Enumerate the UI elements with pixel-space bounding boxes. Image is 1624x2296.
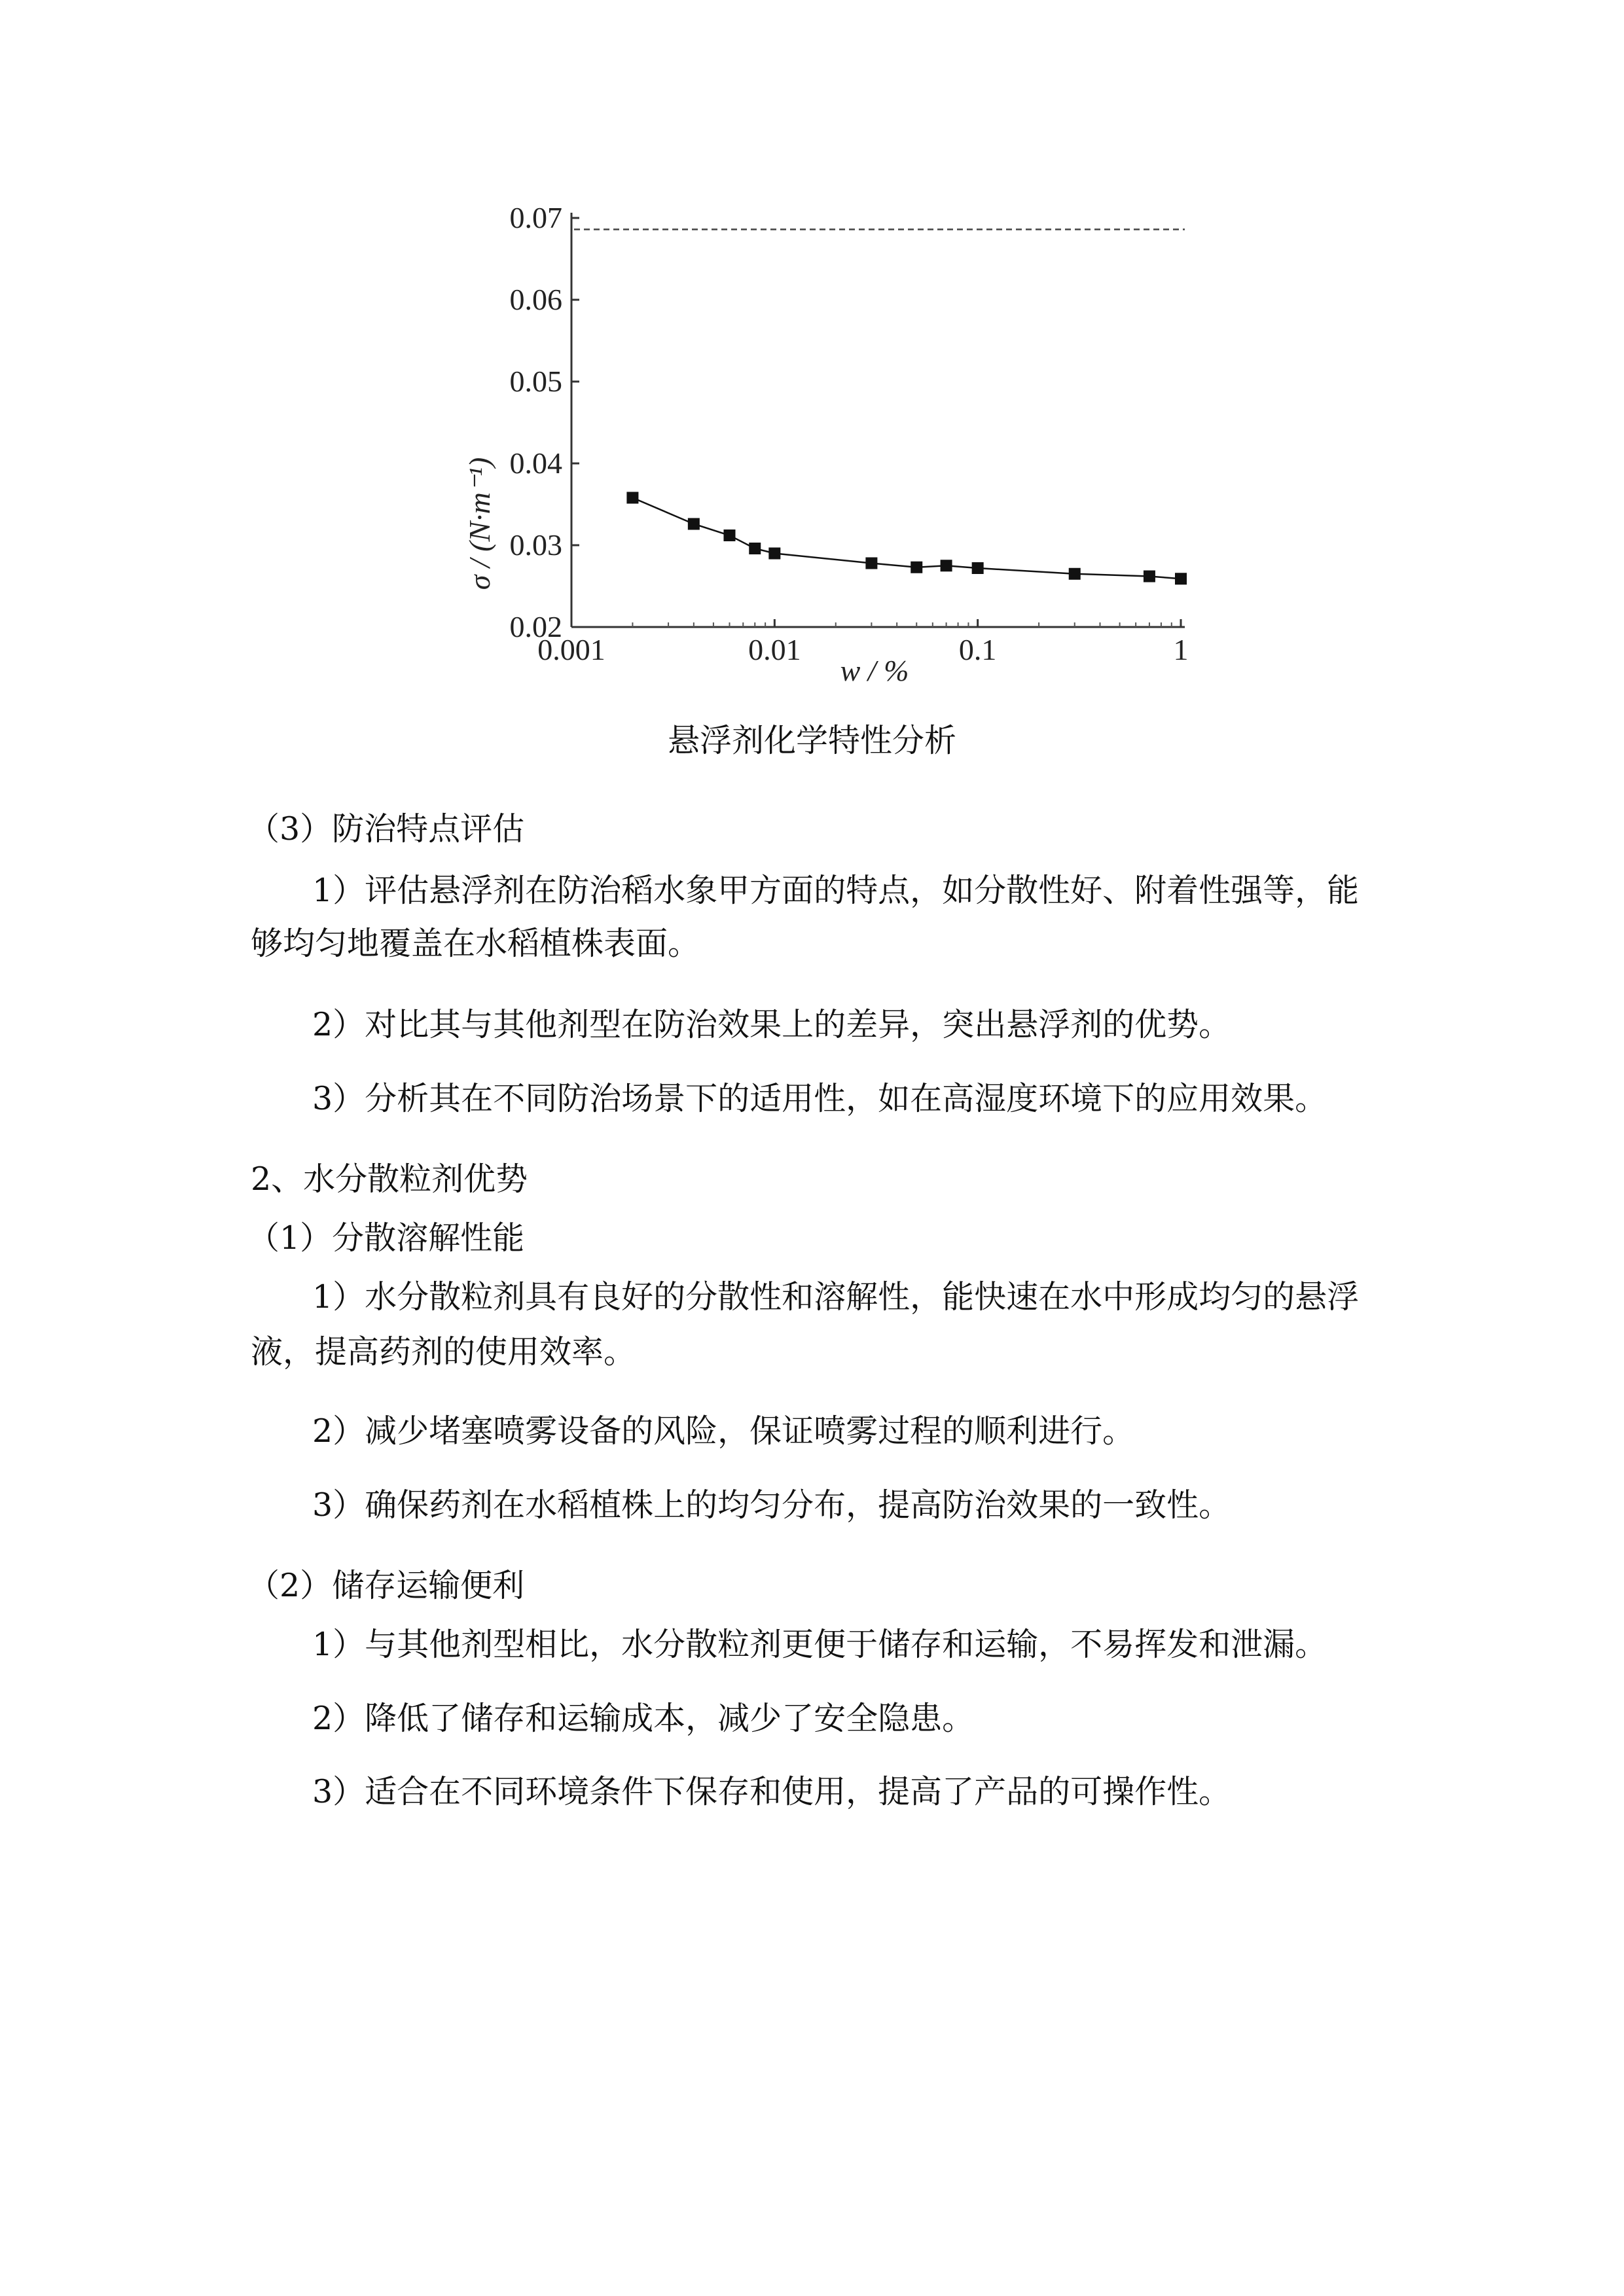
data-point xyxy=(1175,573,1187,584)
para-4: 1）水分散粒剂具有良好的分散性和溶解性，能快速在水中形成均匀的悬浮 xyxy=(312,1278,1360,1316)
y-tick-label: 0.07 xyxy=(509,201,562,234)
data-point xyxy=(1069,568,1081,580)
para-8: 2）降低了储存和运输成本，减少了安全隐患。 xyxy=(312,1700,975,1737)
y-tick-label: 0.04 xyxy=(509,446,562,480)
heading-2: （2）储存运输便利 xyxy=(247,1567,525,1604)
y-axis-label: σ / (N·m⁻¹) xyxy=(463,457,496,590)
para-9: 3）适合在不同环境条件下保存和使用，提高了产品的可操作性。 xyxy=(312,1773,1231,1810)
para-2: 2）对比其与其他剂型在防治效果上的差异，突出悬浮剂的优势。 xyxy=(312,1006,1231,1043)
section-2-heading: 2、水分散粒剂优势 xyxy=(251,1160,528,1198)
heading-3: （3）防治特点评估 xyxy=(247,810,525,848)
y-tick-label: 0.05 xyxy=(509,365,562,398)
ticks xyxy=(510,201,1189,666)
para-1: 1）评估悬浮剂在防治稻水象甲方面的特点，如分散性好、附着性强等，能 xyxy=(312,872,1360,909)
x-axis-label: w / % xyxy=(840,654,909,687)
heading-1: （1）分散溶解性能 xyxy=(247,1219,525,1257)
surface-tension-chart xyxy=(458,183,1211,707)
para-1-cont: 够均匀地覆盖在水稻植株表面。 xyxy=(251,925,700,962)
data-point xyxy=(941,560,952,571)
para-4-cont: 液，提高药剂的使用效率。 xyxy=(251,1333,636,1371)
data-point xyxy=(972,562,984,574)
data-point xyxy=(626,492,638,504)
para-6: 3）确保药剂在水稻植株上的均匀分布，提高防治效果的一致性。 xyxy=(312,1486,1231,1524)
y-tick-label: 0.02 xyxy=(509,610,562,643)
axes xyxy=(571,213,1185,627)
x-tick-label: 1 xyxy=(1173,633,1189,666)
x-tick-label: 0.01 xyxy=(748,633,801,666)
series-line xyxy=(632,498,1181,579)
data-point xyxy=(865,558,877,569)
data-point xyxy=(723,529,735,541)
series xyxy=(574,230,1187,585)
data-point xyxy=(1144,571,1155,583)
data-point xyxy=(688,518,700,530)
y-tick-label: 0.03 xyxy=(509,528,562,562)
data-point xyxy=(911,562,922,573)
para-3: 3）分析其在不同防治场景下的适用性，如在高湿度环境下的应用效果。 xyxy=(312,1080,1327,1117)
x-tick-label: 0.1 xyxy=(958,633,997,666)
para-5: 2）减少堵塞喷雾设备的风险，保证喷雾过程的顺利进行。 xyxy=(312,1412,1135,1450)
figure-caption: 悬浮剂化学特性分析 xyxy=(667,722,956,759)
data-point xyxy=(749,543,761,554)
x-tick-label: 0.001 xyxy=(537,633,605,666)
data-point xyxy=(768,548,780,560)
y-tick-label: 0.06 xyxy=(509,283,562,316)
para-7: 1）与其他剂型相比，水分散粒剂更便于储存和运输，不易挥发和泄漏。 xyxy=(312,1626,1327,1663)
